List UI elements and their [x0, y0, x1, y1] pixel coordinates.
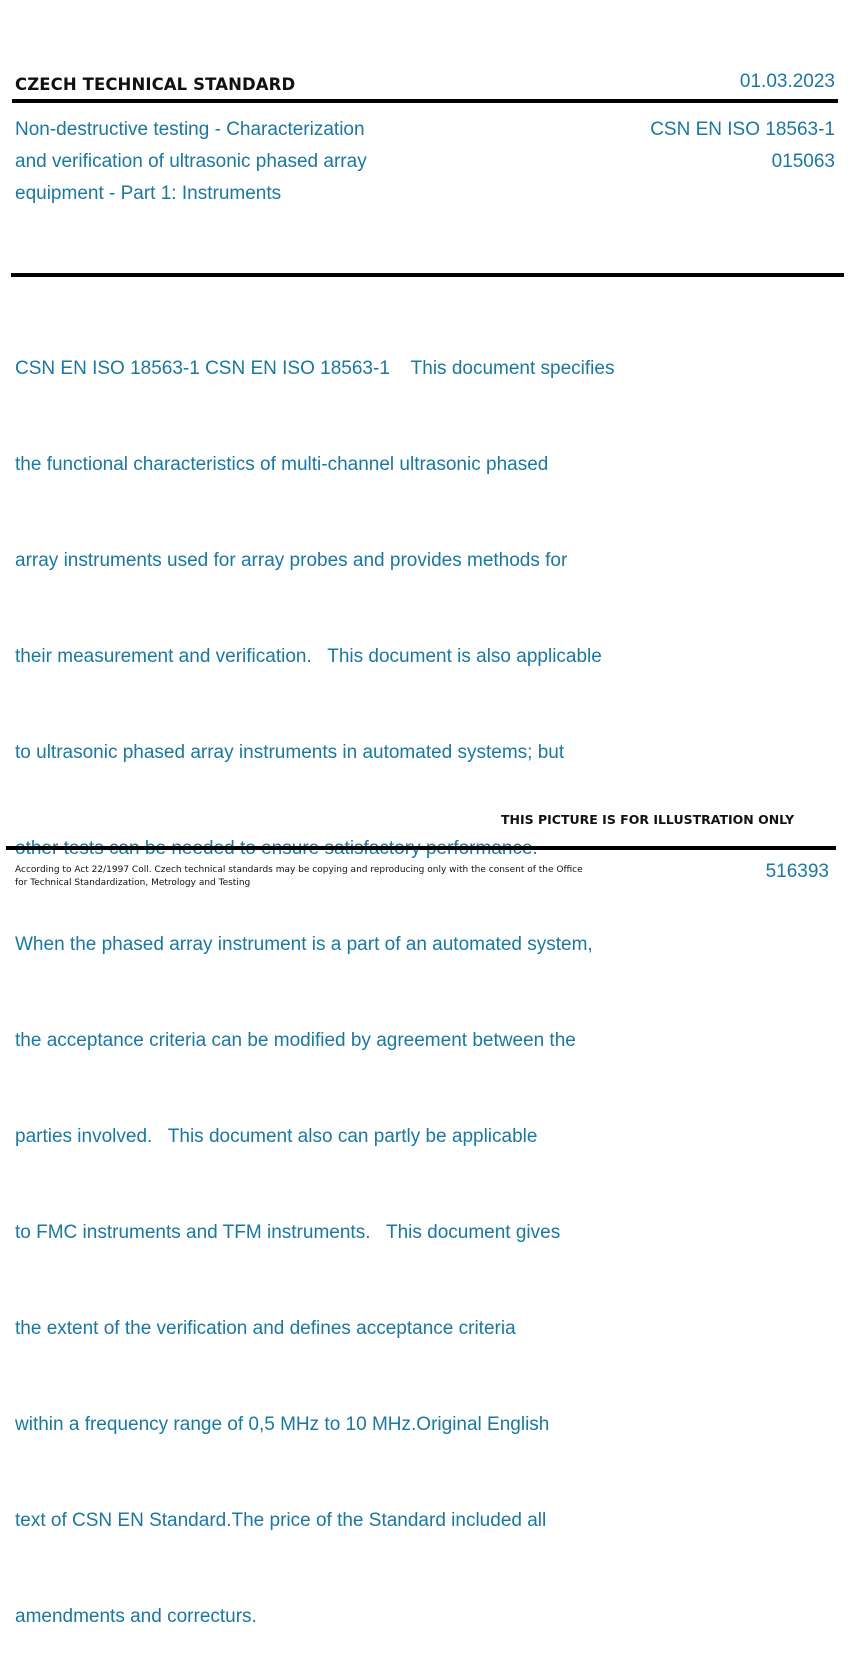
description-line: When the phased array instrument is a part of an automated system, [15, 934, 593, 955]
footer-divider [6, 846, 836, 850]
standard-title-line: and verification of ultrasonic phased array [15, 151, 367, 172]
standard-code: CSN EN ISO 18563-1 [650, 119, 835, 140]
document-type-label: CZECH TECHNICAL STANDARD [15, 75, 296, 94]
description-line: text of CSN EN Standard.The price of the Standard included all [15, 1510, 547, 1531]
standard-identifiers [650, 114, 835, 178]
description-line: CSN EN ISO 18563-1 CSN EN ISO 18563-1 This document specifies [15, 358, 615, 379]
standard-title-line: Non-destructive testing - Characterization [15, 119, 365, 140]
description-line: their measurement and verification. This document is also applicable [15, 646, 602, 667]
standard-title [15, 114, 455, 210]
description-line: the functional characteristics of multi-channel ultrasonic phased [15, 454, 549, 475]
legal-notice [15, 864, 615, 890]
header-divider [12, 99, 838, 103]
description-line: amendments and correcturs. [15, 1606, 257, 1627]
description-line: to FMC instruments and TFM instruments. This document gives [15, 1222, 561, 1243]
document-number: 516393 [765, 861, 829, 882]
catalog-number: 015063 [771, 151, 835, 172]
description-line: parties involved. This document also can partly be applicable [15, 1126, 538, 1147]
illustration-note: THIS PICTURE IS FOR ILLUSTRATION ONLY [501, 812, 795, 827]
standard-description [15, 289, 705, 1665]
description-line: to ultrasonic phased array instruments in automated systems; but [15, 742, 565, 763]
description-line: array instruments used for array probes and provides methods for [15, 550, 568, 571]
description-line: the acceptance criteria can be modified by agreement between the [15, 1030, 576, 1051]
publication-date: 01.03.2023 [739, 71, 835, 92]
legal-notice-line: for Technical Standardization, Metrology and Testing [15, 878, 251, 888]
description-line: within a frequency range of 0,5 MHz to 10 MHz.Original English [15, 1414, 550, 1435]
standard-title-line: equipment - Part 1: Instruments [15, 183, 282, 204]
section-divider [11, 273, 844, 277]
description-line: the extent of the verification and defines acceptance criteria [15, 1318, 516, 1339]
legal-notice-line: According to Act 22/1997 Coll. Czech technical standards may be copying and reproducing only with the consent of the Office [15, 865, 583, 875]
